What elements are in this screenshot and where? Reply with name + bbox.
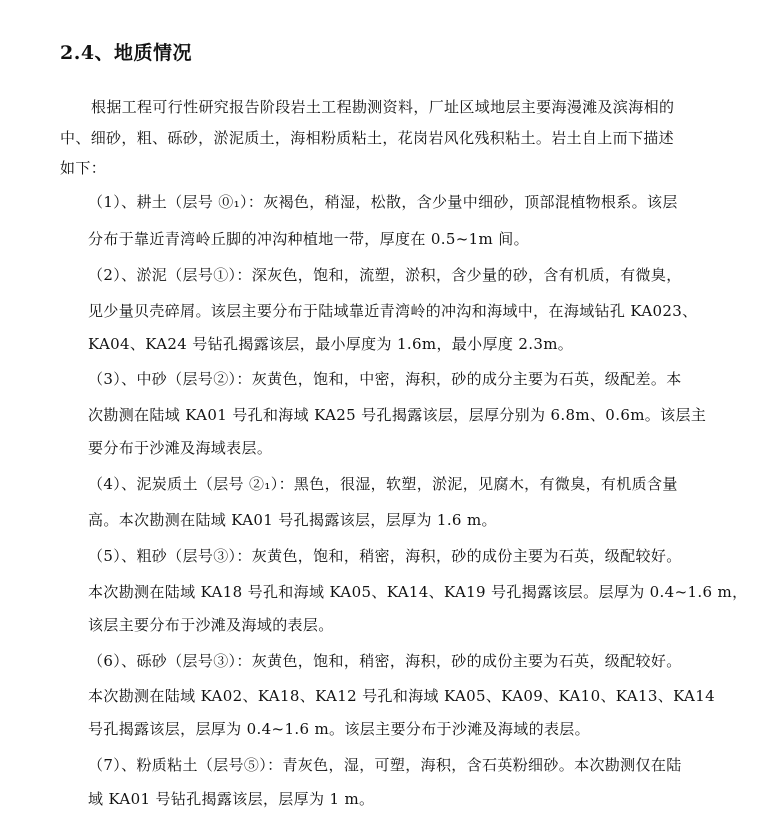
item-6-line-3: 号孔揭露该层，层厚为 0.4~1.6 m。该层主要分布于沙滩及海域的表层。 xyxy=(88,720,590,738)
item-3-line-3: 要分布于沙滩及海域表层。 xyxy=(88,439,273,457)
item-7-line-1: （7）、粉质粘土（层号⑤）：青灰色，湿，可塑，海积，含石英粉细砂。本次勘测仅在陆 xyxy=(88,756,682,774)
item-1-line-2: 分布于靠近青湾岭丘脚的冲沟种植地一带，厚度在 0.5~1m 间。 xyxy=(88,230,529,248)
item-3-line-1: （3）、中砂（层号②）：灰黄色，饱和，中密，海积，砂的成分主要为石英，级配差。本 xyxy=(88,370,682,388)
item-4-line-1: （4）、泥炭质土（层号 ②₁）：黑色，很湿，软塑，淤泥，见腐木，有微臭，有机质含量 xyxy=(88,475,678,493)
item-1-line-1: （1）、耕土（层号 ⓪₁）：灰褐色，稍湿，松散，含少量中细砂，顶部混植物根系。该层 xyxy=(88,193,678,211)
item-7-line-2: 域 KA01 号钻孔揭露该层，层厚为 1 m。 xyxy=(88,790,375,808)
item-2-line-1: （2）、淤泥（层号①）：深灰色，饱和，流塑，淤积，含少量的砂，含有机质，有微臭， xyxy=(88,266,682,284)
item-5-line-1: （5）、粗砂（层号③）：灰黄色，饱和，稍密，海积，砂的成份主要为石英，级配较好。 xyxy=(88,547,682,565)
intro-line-2: 中、细砂，粗、砾砂，淤泥质土，海相粉质粘土，花岗岩风化残积粘土。岩土自上而下描述 xyxy=(60,129,675,147)
item-5-line-2: 本次勘测在陆域 KA18 号孔和海域 KA05、KA14、KA19 号孔揭露该层。层厚为 0.4~1.6 m， xyxy=(88,583,748,601)
intro-line-1: 根据工程可行性研究报告阶段岩土工程勘测资料，厂址区域地层主要海漫滩及滨海相的 xyxy=(91,98,675,116)
item-4-line-2: 高。本次勘测在陆域 KA01 号孔揭露该层，层厚为 1.6 m。 xyxy=(88,511,497,529)
item-5-line-3: 该层主要分布于沙滩及海域的表层。 xyxy=(88,616,334,634)
item-6-line-2: 本次勘测在陆域 KA02、KA18、KA12 号孔和海域 KA05、KA09、KA10、KA13、KA14 xyxy=(88,687,715,705)
intro-line-3: 如下： xyxy=(60,159,107,177)
section-heading: 2.4、地质情况 xyxy=(60,42,193,64)
item-6-line-1: （6）、砾砂（层号③）：灰黄色，饱和，稍密，海积，砂的成份主要为石英，级配较好。 xyxy=(88,652,682,670)
item-3-line-2: 次勘测在陆域 KA01 号孔和海域 KA25 号孔揭露该层，层厚分别为 6.8m、0.6m。该层主 xyxy=(88,406,707,424)
item-2-line-3: KA04、KA24 号钻孔揭露该层，最小厚度为 1.6m，最小厚度 2.3m。 xyxy=(88,335,574,353)
item-2-line-2: 见少量贝壳碎屑。该层主要分布于陆域靠近青湾岭的冲沟和海域中，在海域钻孔 KA023、 xyxy=(88,302,698,320)
